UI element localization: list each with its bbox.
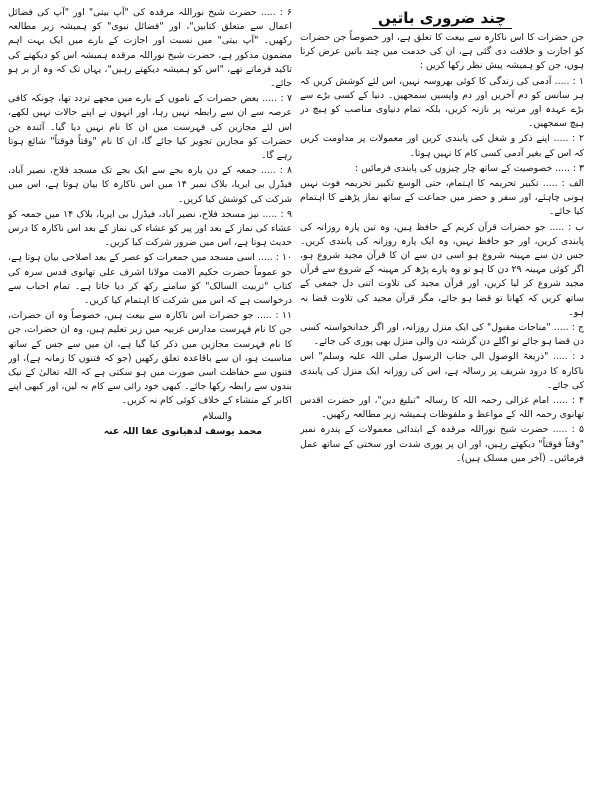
paragraph: ج : ..... "مناجات مقبول" کی ایک منزل روزانہ، اور اگر خدانخواستہ کسی دن قضا ہو جائے تو اگلے دن گزشتہ دن والی منزل بھی پوری کی جائے۔ xyxy=(300,322,584,348)
paragraph: ۴ : ..... امام غزالی رحمہ اللہ کا رسالہ "تبلیغ دین"، اور حضرت اقدس تھانوی رحمہ اللہ کے مواعظ و ملفوظات ہمیشہ زیر مطالعہ رکھیں۔ xyxy=(300,395,584,421)
paragraph: ۸ : ..... جمعہ کے دن بارہ بجے سے ایک بجے تک مسجد فلاح، نصیر آباد، فیڈرل بی ایریا، بلاک نمبر ۱۴ میں اس ناکارہ کا بیان ہوتا ہے، اس میں شرکت کی کوشش کیا کریں۔ xyxy=(8,165,292,205)
paragraph: ۷ : ..... بعض حضرات کے ناموں کے بارے میں مجھے تردد تھا، چونکہ کافی عرصہ سے ان سے رابطہ نہیں رہا، اور انہوں نے اپنے حالات نہیں لکھے، اس لئے مجازین کی فہرست میں ان کا نام نہیں دیا گیا۔ آئندہ جن حضرات کو مجازین تجویز کیا جائے گا، ان کا نام "وقتاً فوقتاً" شائع ہوتا رہے گا۔ xyxy=(8,93,292,162)
paragraph: ۱ : ..... آدمی کی زندگی کا کوئی بھروسہ نہیں، اس لئے کوشش کریں کہ ہر سانس کو دم آخریں اور دم واپسیں سمجھیں۔ دنیا کے کسی بڑے سے بڑے عہدہ اور مرتبہ پر نازنہ کریں، بلکہ تمام دنیاوی مناصب کو ہیچ در ہیچ سمجھیں۔ xyxy=(300,75,584,130)
paragraph: الف : ..... تکبیر تحریمہ کا اہتمام، حتی الوسع تکبیر تحریمہ فوت نہیں ہونی چاہئے، اور سفر و حضر میں جماعت کے ساتھ نماز پڑھنے کا اہتمام کیا جائے۔ xyxy=(300,178,584,218)
closing-salutation: والسلام xyxy=(202,410,232,422)
paragraph: ۵ : ..... حضرت شیخ نوراللہ مرقدہ کے ابتدائی معمولات کے پندرہ نمبر "وقتاً فوقتاً" دیکھتے رہیں، اور ان پر پوری شدت اور سختی کے ساتھ عمل فرمائیں۔ (آخر میں مسلک ہیں)۔ xyxy=(300,424,584,464)
page-title: چند ضروری باتیں xyxy=(300,8,584,28)
right-column xyxy=(300,6,584,783)
paragraph: ۱۰ : ..... اسی مسجد میں جمعرات کو عصر کے بعد اصلاحی بیان ہوتا ہے، جو عموماً حضرت حکیم الامت مولانا اشرف علی تھانوی قدس سرہ کی کتاب "تربیت السالک" کو سامنے رکھ کر دیا جاتا ہے۔ تمام احباب سے درخواست ہے کہ اس میں شرکت کا اہتمام کیا کریں۔ xyxy=(8,252,292,307)
left-column xyxy=(8,6,292,783)
paragraph: ۹ : ..... نیز مسجد فلاح، نصیر آباد، فیڈرل بی ایریا، بلاک ۱۴ میں جمعہ کو عشاء کی نماز کے بعد اور پیر کو عشاء کی نماز کے بعد اس ناکارہ کا درس حدیث ہوتا ہے، اس میں ضرور شرکت کیا کریں۔ xyxy=(8,208,292,249)
paragraph: جن حضرات کا اس ناکارہ سے بیعت کا تعلق ہے، اور خصوصاً جن حضرات کو اجازت و خلافت دی گئی ہے، ان کی خدمت میں چند باتیں عرض کرتا ہوں، جن کو ہمیشہ پیش نظر رکھا کریں : xyxy=(300,32,584,72)
paragraph: ۶ : ..... حضرت شیخ نوراللہ مرقدہ کی "آپ بیتی" اور "آپ کی فضائل اعمال سے متعلق کتابیں"، اور "فضائل نبوی" کو ہمیشہ زیر مطالعہ رکھیں۔ "آپ بیتی" میں نسبت اور اجازت کے بارے میں ایک بہت اہم مضمون مذکور ہے، حضرت شیخ نوراللہ مرقدہ ہمیشہ اس کو دیکھنے کی تاکید فرماتے تھے، "اس کو ہمیشہ دیکھتے رہیں"، یہاں تک کہ وہ از بر ہو جائے۔ xyxy=(8,7,292,90)
paragraph: ۲ : ..... اپنے ذکر و شغل کی پابندی کریں اور معمولات پر مداومت کریں کہ اس کے بغیر آدمی کسی کام کا نہیں ہوتا۔ xyxy=(300,133,584,159)
paragraph: ب : ..... جو حضرات قرآن کریم کے حافظ ہیں، وہ تین پارہ روزانہ کی پابندی کریں، اور جو حافظ نہیں، وہ ایک پارہ روزانہ کی پابندی کریں۔ جس دن سے مہینہ شروع ہو اسی دن سے ان کا قرآن مجید شروع ہو، اگر کوئی مہینہ ۲۹ دن کا ہو تو وہ پارے پڑھ کر مہینہ کے شروع سے قرآن مجید شروع کر لیا کریں، اور قرآن مجید کی تلاوت اتنی دل جمعی کے ساتھ کریں کہ کھانا تو قضا ہو جائے، مگر قرآن مجید کی تلاوت قضا نہ ہو۔ xyxy=(300,221,584,318)
paragraph: ۳ : ..... خصوصیت کے ساتھ چار چیزوں کی پابندی فرمائیں : xyxy=(354,162,584,174)
paragraph: ۱۱ : ..... جو حضرات اس ناکارہ سے بیعت ہیں، خصوصاً وہ ان حضرات، جن کا نام فہرست مدارس عربیہ میں زیر تعلیم ہیں، وہ ان حضرات، جن کا نام فہرست مجازین میں ذکر کیا گیا ہے، ان میں سے جس کے ساتھ مناسبت ہو، ان سے باقاعدہ تعلق رکھیں (جو کہ فتنوں کا زمانہ ہے)، اور فتنوں سے حفاظت اسی صورت میں ہو سکتی ہے کہ اللہ تعالیٰ کے نیک بندوں سے رابطہ رکھا جائے۔ کبھی خود رائی سے کام نہ لیں، اور کبھی اپنے اکابر کے منشاء کے خلاف کوئی کام نہ کریں۔ xyxy=(8,310,292,407)
paragraph: د : ..... "ذریعۃ الوصول الی جناب الرسول صلی اللہ علیہ وسلم" اس ناکارہ کا درود شریف پر رسالہ ہے، اس کی روزانہ ایک منزل کی پابندی کی جائے۔ xyxy=(300,351,584,391)
author-signature: محمد یوسف لدھیانوی عفا اللہ عنہ xyxy=(103,425,262,437)
